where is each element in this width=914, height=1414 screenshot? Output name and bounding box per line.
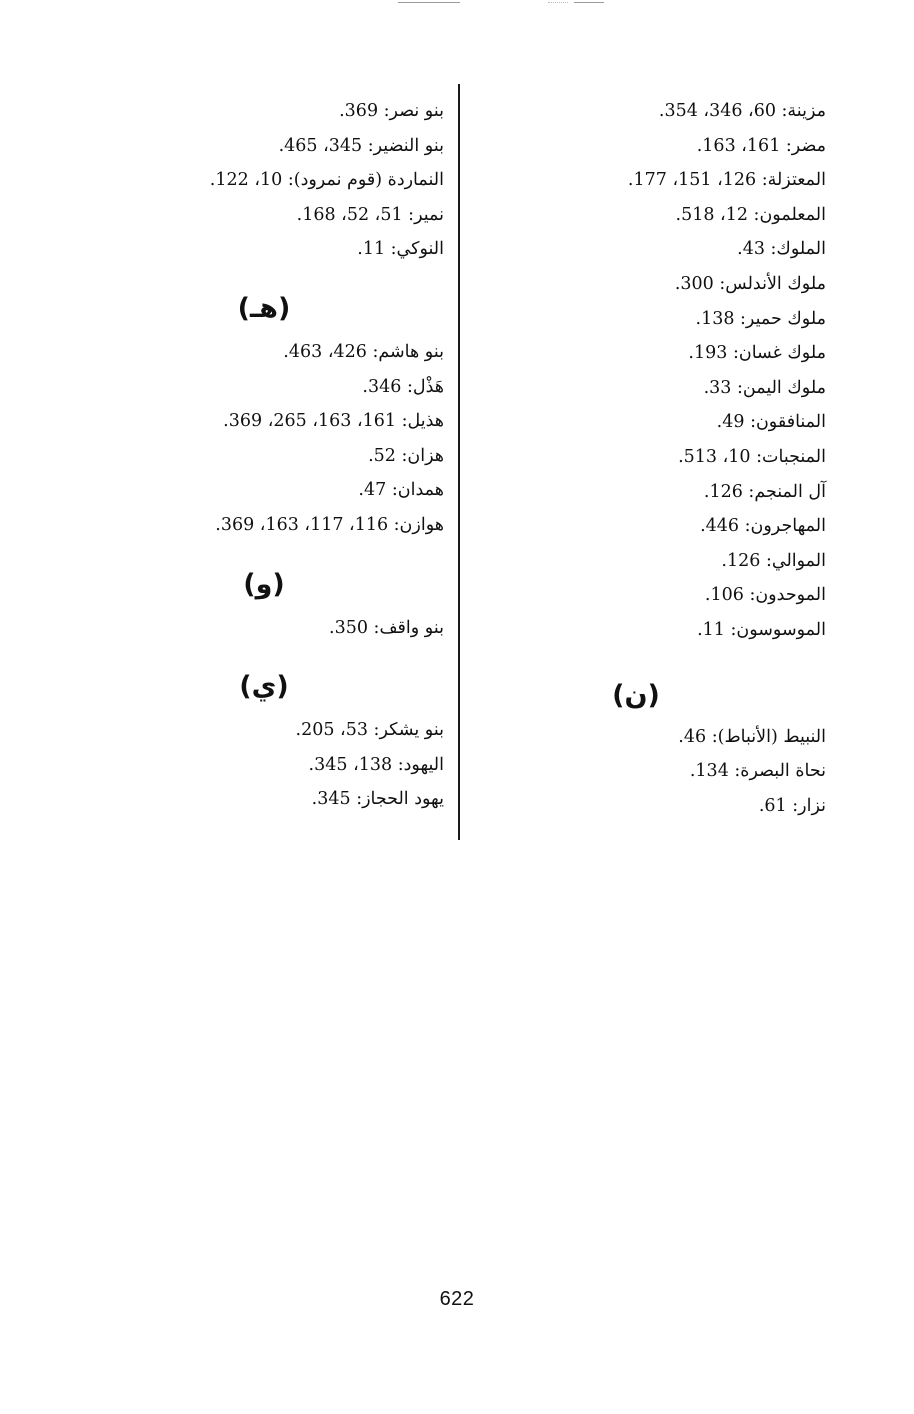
index-entry: النوكي: 11. bbox=[357, 239, 444, 260]
index-entry: المنافقون: 49. bbox=[716, 412, 826, 433]
index-entry: يهود الحجاز: 345. bbox=[311, 789, 444, 810]
index-entry: بنو النضير: 345، 465. bbox=[278, 135, 444, 156]
column-divider bbox=[458, 84, 460, 840]
index-entry: هَذْل: 346. bbox=[362, 376, 444, 397]
top-rule bbox=[398, 2, 460, 3]
index-entry: النبيط (الأنباط): 46. bbox=[678, 726, 826, 747]
index-entry: بنو نصر: 369. bbox=[339, 101, 444, 121]
section-heading-ha: (هـ) bbox=[237, 292, 291, 324]
top-rule bbox=[574, 2, 604, 3]
index-entry: نمير: 51، 52، 168. bbox=[296, 204, 444, 225]
index-entry: ملوك حمير: 138. bbox=[695, 308, 826, 329]
index-entry: هزان: 52. bbox=[368, 445, 444, 466]
index-entry: هوازن: 116، 117، 163، 369. bbox=[215, 514, 444, 535]
index-entry: ملوك اليمن: 33. bbox=[703, 377, 826, 398]
index-entry: الملوك: 43. bbox=[737, 239, 826, 260]
index-entry: بنو واقف: 350. bbox=[329, 617, 444, 638]
index-entry: بنو هاشم: 426، 463. bbox=[283, 341, 444, 362]
left-column bbox=[144, 94, 444, 817]
index-entry: نحاة البصرة: 134. bbox=[689, 761, 826, 782]
index-entry: المهاجرون: 446. bbox=[700, 516, 826, 537]
index-entry: المعتزلة: 126، 151، 177. bbox=[627, 170, 826, 191]
index-entry: مضر: 161، 163. bbox=[696, 135, 826, 156]
index-entry: نزار: 61. bbox=[758, 795, 826, 816]
section-heading-nun: (ن) bbox=[612, 679, 660, 711]
index-entry: مزينة: 60، 346، 354. bbox=[658, 101, 826, 121]
top-rule bbox=[548, 2, 568, 3]
index-entry: بنو يشكر: 53، 205. bbox=[295, 720, 444, 741]
index-entry: هذيل: 161، 163، 265، 369. bbox=[223, 411, 444, 432]
index-entry: المعلمون: 12، 518. bbox=[675, 204, 826, 225]
index-entry: ملوك غسان: 193. bbox=[688, 343, 826, 364]
section-heading-ya: (ي) bbox=[239, 671, 289, 703]
index-entry: همدان: 47. bbox=[358, 480, 444, 501]
index-entry: اليهود: 138، 345. bbox=[308, 754, 444, 775]
index-entry: ملوك الأندلس: 300. bbox=[674, 273, 826, 294]
page-number: 622 bbox=[439, 1288, 475, 1310]
index-entry: المنجبات: 10، 513. bbox=[678, 446, 826, 467]
index-entry: الموسوسون: 11. bbox=[697, 619, 826, 640]
index-entry: النماردة (قوم نمرود): 10، 122. bbox=[209, 170, 444, 191]
index-entry: الموحدون: 106. bbox=[704, 585, 826, 606]
section-heading-waw: (و) bbox=[243, 568, 285, 600]
index-entry: آل المنجم: 126. bbox=[703, 481, 826, 502]
index-entry: الموالي: 126. bbox=[721, 550, 826, 571]
right-column bbox=[496, 94, 826, 823]
